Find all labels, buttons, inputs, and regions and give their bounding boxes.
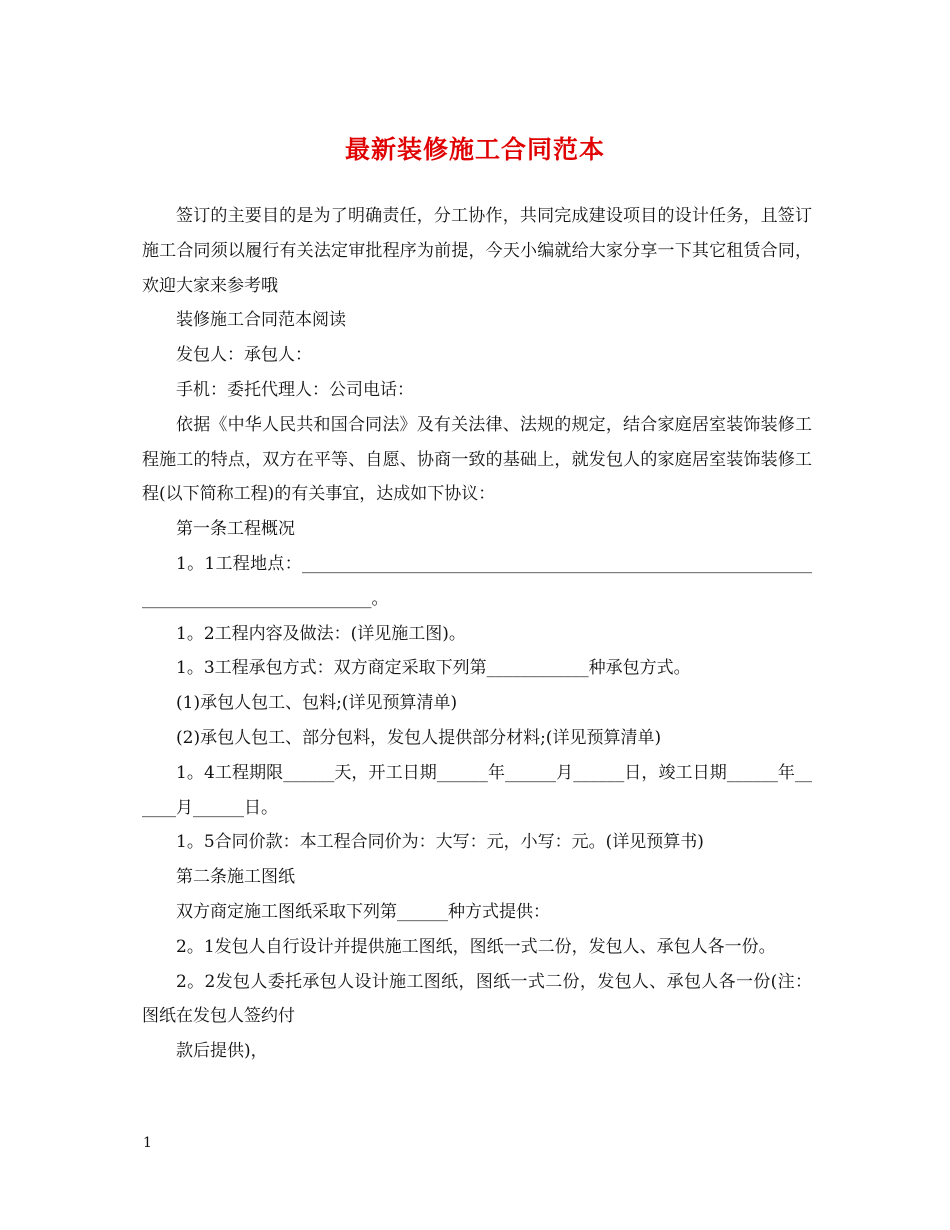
article-2-heading: 第二条施工图纸	[176, 867, 295, 888]
clause-2-1: 2。1发包人自行设计并提供施工图纸，图纸一式二份，发包人、承包人各一份。	[176, 936, 776, 957]
document-body	[142, 199, 812, 1069]
page-number: 1	[143, 1135, 152, 1151]
paragraph-contacts: 手机：委托代理人：公司电话：	[176, 379, 414, 400]
paragraph-intro: 签订的主要目的是为了明确责任，分工协作，共同完成建设项目的设计任务，且签订施工合同须以履行有关法定审批程序为前提，今天小编就给大家分享一下其它租赁合同，欢迎大家来参考哦	[142, 206, 812, 296]
paragraph-reading-title: 装修施工合同范本阅读	[176, 310, 346, 331]
clause-1-5: 1。5合同价款：本工程合同价为：大写：元，小写：元。(详见预算书)	[176, 832, 704, 853]
article-1-heading: 第一条工程概况	[176, 519, 295, 540]
document-title: 最新装修施工合同范本	[344, 135, 605, 164]
clause-1-3: 1。3工程承包方式：双方商定采取下列第____________种承包方式。	[176, 658, 691, 679]
clause-1-3-option-1: (1)承包人包工、包料;(详见预算清单)	[176, 693, 458, 714]
clause-2-2-continued: 款后提供)，	[176, 1041, 268, 1062]
paragraph-parties: 发包人：承包人：	[176, 345, 312, 366]
clause-1-4: 1。4工程期限______天，开工日期______年______月______日，竣工日期______年______月______日。	[142, 762, 812, 818]
clause-2-2: 2。2发包人委托承包人设计施工图纸，图纸一式二份，发包人、承包人各一份(注：图纸在发包人签约付	[142, 971, 812, 1027]
clause-1-1: 1。1工程地点：_______________________________________________________________________________________。	[142, 553, 812, 609]
clause-1-2: 1。2工程内容及做法：(详见施工图)。	[176, 623, 466, 644]
clause-1-3-option-2: (2)承包人包工、部分包料，发包人提供部分材料;(详见预算清单)	[176, 727, 662, 748]
article-2-intro: 双方商定施工图纸采取下列第______种方式提供：	[176, 901, 550, 922]
paragraph-legal-basis: 依据《中华人民共和国合同法》及有关法律、法规的规定，结合家庭居室装饰装修工程施工的特点，双方在平等、自愿、协商一致的基础上，就发包人的家庭居室装饰装修工程(以下简称工程)的有关事宜，达成如下协议：	[142, 414, 812, 505]
